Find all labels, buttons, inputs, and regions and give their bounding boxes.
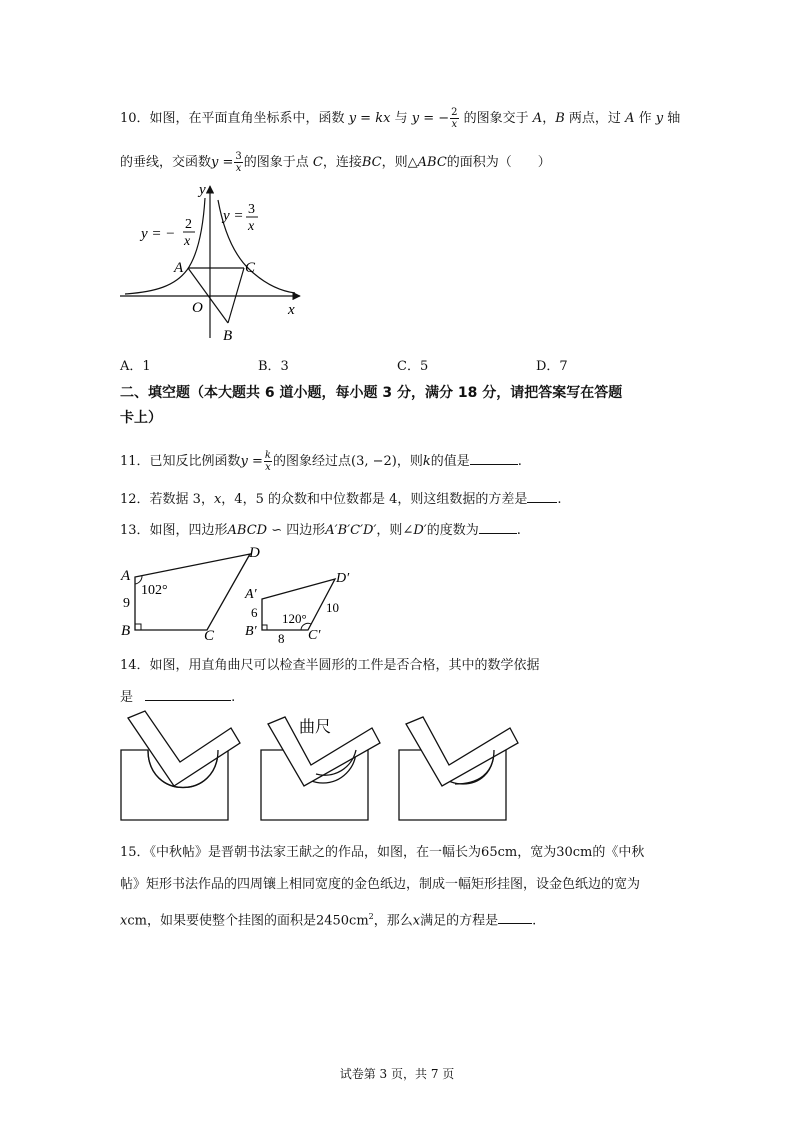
q10-fraction-2-x xyxy=(450,107,458,130)
q10-point-c: C xyxy=(312,155,323,170)
right-angle-b xyxy=(135,624,141,630)
q13-period: . xyxy=(516,523,521,538)
q12-answer-blank[interactable] xyxy=(527,490,557,503)
q10-text: 与 xyxy=(394,111,408,126)
q10-text: ，连接 xyxy=(322,155,362,170)
q10-number: 10． xyxy=(120,111,150,126)
q10-point-a: A xyxy=(625,111,635,126)
q11-period: . xyxy=(517,454,522,469)
q13-similar: ∽ xyxy=(267,523,287,538)
q12-period: . xyxy=(557,492,562,507)
q10-segment-bc: BC xyxy=(361,155,382,170)
q13-answer-blank[interactable] xyxy=(479,521,517,534)
page-footer: 试卷第 3 页，共 7 页 xyxy=(339,1067,455,1081)
q15-line1: 15．《中秋帖》是晋朝书法家王献之的作品，如图，在一幅长为65cm，宽为30cm的《中秋 xyxy=(120,845,645,860)
side-8: 8 xyxy=(278,631,285,646)
workpiece-3 xyxy=(399,717,518,820)
q11-answer-blank[interactable] xyxy=(470,452,518,465)
q10-y: y xyxy=(655,111,664,126)
label-a-prime: A′ xyxy=(245,587,257,602)
q15-x: x xyxy=(412,913,421,929)
fraction-numerator: 3 xyxy=(235,151,242,162)
q15-text: 满足的方程是 xyxy=(420,913,499,929)
q10-sep: ， xyxy=(542,111,556,126)
fraction-denominator: x xyxy=(265,462,271,473)
right-curve-num: 3 xyxy=(248,202,255,217)
q10-text: 作 xyxy=(638,111,652,126)
q11 xyxy=(120,450,522,473)
q12 xyxy=(120,490,562,509)
q11-k: k xyxy=(422,454,431,469)
q10-formula-kx: y = kx xyxy=(348,111,391,126)
q10-graph xyxy=(115,178,315,348)
q11-fraction-k-x xyxy=(264,450,272,473)
q10-text: 的面积为（ ） xyxy=(446,155,551,170)
choice-d[interactable]: D．7 xyxy=(536,359,568,374)
axis-y-label: y xyxy=(199,182,206,198)
right-curve-label: y = xyxy=(223,208,244,224)
q13-text: ，则 xyxy=(376,523,403,538)
q15-text: ，那么 xyxy=(373,913,413,929)
q13 xyxy=(120,521,521,540)
point-b-label: B xyxy=(223,328,233,344)
q11-text: 11．已知反比例函数 xyxy=(120,454,241,469)
fraction-denominator: x xyxy=(451,119,458,130)
q13-angle: ∠D′ xyxy=(402,523,427,538)
q15-line2: 帖》矩形书法作品的四周镶上相同宽度的金色纸边，制成一幅矩形挂图，设金色纸边的宽为 xyxy=(120,877,641,892)
q10-point-b: B xyxy=(555,111,565,126)
point-c-label: C xyxy=(245,260,256,276)
q11-text: ，则 xyxy=(396,454,423,469)
q10-text: ，则 xyxy=(381,155,408,170)
section-title xyxy=(120,381,680,431)
q10-line2 xyxy=(120,151,551,174)
q10-text: 两点，过 xyxy=(568,111,621,126)
angle-120: 120° xyxy=(282,611,307,626)
q11-text: 的值是 xyxy=(430,454,470,469)
label-d-prime: D′ xyxy=(336,571,350,586)
q14-line2 xyxy=(120,688,235,707)
q11-text: 的图象经过点 xyxy=(272,454,351,469)
section-title-line2: 卡上） xyxy=(120,410,162,426)
fraction-numerator: k xyxy=(264,450,271,461)
q11-point: (3, −2) xyxy=(351,454,397,469)
left-curve-label: y = − xyxy=(141,226,176,242)
q10-line1 xyxy=(120,107,680,130)
curve-left xyxy=(125,198,205,294)
left-curve-den: x xyxy=(184,234,191,249)
q10-formula-y: y = xyxy=(211,155,234,170)
q14-period: . xyxy=(231,690,236,705)
fraction-numerator: 2 xyxy=(451,107,458,118)
q15-superscript: 2 xyxy=(368,912,374,921)
q14-line1: 14．如图，用直角曲尺可以检查半圆形的工件是否合格，其中的数学依据 xyxy=(120,658,540,673)
q15-answer-blank[interactable] xyxy=(498,911,532,924)
q11-y: y = xyxy=(240,454,263,469)
q15-line3 xyxy=(120,908,536,930)
ruler-label: 曲尺 xyxy=(299,717,332,736)
q12-x: x xyxy=(213,492,222,507)
q14-text: 是 xyxy=(120,690,134,705)
q15-period: . xyxy=(532,913,537,929)
q10-triangle: △ABC xyxy=(407,155,447,170)
q10-text: 的图象于点 xyxy=(243,155,309,170)
label-d: D xyxy=(249,545,260,561)
q10-text: 的图象交于 xyxy=(463,111,529,126)
q14-answer-blank[interactable] xyxy=(145,688,231,701)
label-b: B xyxy=(121,623,131,639)
right-angle-b-prime xyxy=(262,625,267,630)
fraction-denominator: x xyxy=(235,163,242,174)
side-6: 6 xyxy=(251,605,258,620)
q15-text: cm，如果要使整个挂图的面积是2450cm xyxy=(127,913,369,929)
choice-c[interactable]: C．5 xyxy=(397,359,429,374)
workpiece-1 xyxy=(121,711,240,820)
q13-text: 的度数为 xyxy=(426,523,479,538)
q12-text: ，4，5 的众数和中位数都是 4，则这组数据的方差是 xyxy=(221,492,528,507)
q12-text: 12．若数据 3， xyxy=(120,492,214,507)
axis-x-label: x xyxy=(288,302,295,318)
choice-a[interactable]: A．1 xyxy=(120,359,151,374)
label-c: C xyxy=(204,628,215,644)
q13-text: 13．如图，四边形 xyxy=(120,523,228,538)
section-title-line1: 二、填空题（本大题共 6 道小题，每小题 3 分，满分 18 分，请把答案写在答题 xyxy=(120,385,623,401)
q13-text: 四边形 xyxy=(286,523,326,538)
q10-text: 轴 xyxy=(667,111,681,126)
choice-b[interactable]: B．3 xyxy=(258,359,289,374)
left-curve-num: 2 xyxy=(185,217,192,232)
label-c-prime: C′ xyxy=(308,628,321,643)
q13-quad1: ABCD xyxy=(227,523,268,538)
q10-text: 如图，在平面直角坐标系中，函数 xyxy=(149,111,345,126)
origin-label: O xyxy=(192,300,203,316)
q13-figure xyxy=(115,542,365,647)
q10-text: 的垂线，交函数 xyxy=(120,155,212,170)
q13-quad2: A′B′C′D′ xyxy=(325,523,377,538)
q15-x: x xyxy=(120,913,128,929)
q10-point-a: A xyxy=(532,111,543,126)
q10-fraction-3-x xyxy=(234,151,242,174)
q10-formula-neg: y = − xyxy=(411,111,450,126)
q14-figure xyxy=(118,710,538,830)
side-10: 10 xyxy=(326,600,339,615)
right-curve-den: x xyxy=(248,219,255,234)
point-a-label: A xyxy=(174,260,184,276)
angle-102: 102° xyxy=(141,583,168,598)
side-9: 9 xyxy=(123,596,130,611)
label-b-prime: B′ xyxy=(245,624,257,639)
label-a: A xyxy=(121,568,131,584)
